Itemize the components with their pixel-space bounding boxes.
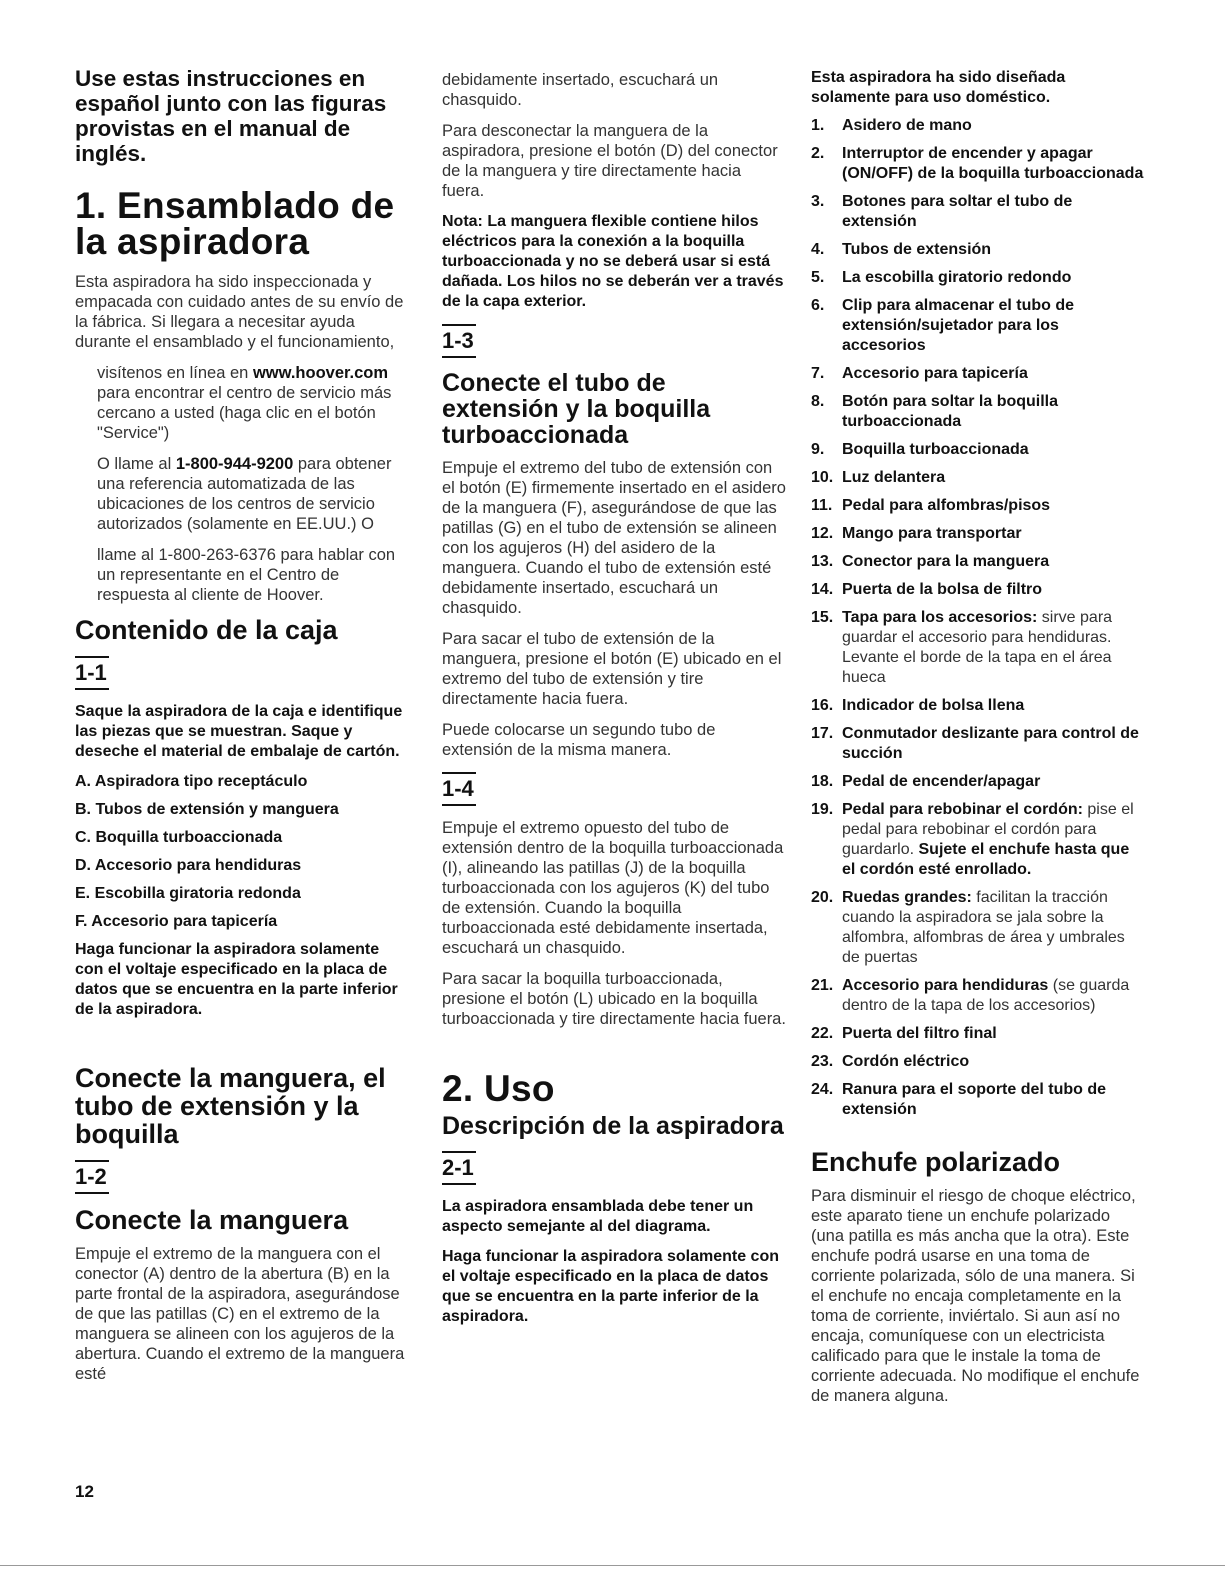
list-item: 8. Botón para soltar la boquilla turboaccionada bbox=[811, 393, 1059, 430]
components-list bbox=[811, 116, 1146, 1120]
domestic-use-text: Esta aspiradora ha sido diseñada solamente para uso doméstico. bbox=[811, 69, 1066, 106]
column-2 bbox=[442, 70, 787, 1337]
list-item: F. Accesorio para tapicería bbox=[75, 913, 278, 930]
heading-connect-all: Conecte la manguera, el tubo de extensión y la boquilla bbox=[75, 1063, 386, 1149]
list-item: 14. Puerta de la bolsa de filtro bbox=[811, 581, 1043, 598]
list-item: 16. Indicador de bolsa llena bbox=[811, 697, 1025, 714]
list-item: 15. Tapa para los accesorios: sirve para guardar el accesorio para hendiduras. Levante el borde de la tapa en el área hueca bbox=[811, 609, 1113, 686]
step-number: 1-2 bbox=[75, 1164, 107, 1189]
phone-number: 1-800-944-9200 bbox=[175, 455, 294, 473]
step-marker-1-4 bbox=[442, 772, 787, 806]
step-number: 1-3 bbox=[442, 328, 474, 353]
heading-description: Descripción de la aspiradora bbox=[442, 1112, 784, 1140]
column-3 bbox=[811, 68, 1146, 1417]
list-item: 18. Pedal de encender/apagar bbox=[811, 773, 1041, 790]
list-item: 17. Conmutador deslizante para control de succión bbox=[811, 725, 1139, 762]
list-item: 5. La escobilla giratorio redondo bbox=[811, 269, 1072, 286]
assembled-text: La aspiradora ensamblada debe tener un aspecto semejante al del diagrama. bbox=[442, 1198, 754, 1235]
website-link[interactable]: www.hoover.com bbox=[252, 364, 389, 382]
list-item: 3. Botones para soltar el tubo de extensión bbox=[811, 193, 1073, 230]
step-number: 2-1 bbox=[442, 1155, 474, 1180]
list-item: 2. Interruptor de encender y apagar (ON/OFF) de la boquilla turboaccionada bbox=[811, 145, 1144, 182]
call-pre: O llame al bbox=[97, 455, 176, 473]
heading-connect-hose: Conecte la manguera bbox=[75, 1205, 349, 1235]
page-bottom-edge bbox=[0, 1565, 1225, 1566]
visit-post: para encontrar el centro de servicio más cercano a usted (haga clic en el botón "Service") bbox=[97, 384, 392, 442]
list-item: 7. Accesorio para tapicería bbox=[811, 365, 1028, 382]
visit-pre: visítenos en línea en bbox=[97, 364, 253, 382]
list-item: 6. Clip para almacenar el tubo de extensión/sujetador para los accesorios bbox=[811, 297, 1075, 354]
section-title-assembly: 1. Ensamblado de la aspiradora bbox=[75, 185, 395, 262]
step-marker-2-1 bbox=[442, 1151, 787, 1185]
parts-list bbox=[75, 772, 410, 932]
hose-instructions: Empuje el extremo de la manguera con el conector (A) dentro de la abertura (B) en la parte frontal de la aspiradora, asegurándose de que las patillas (C) en el extremo de la manguera se alineen con los agujeros de la abertura. Cuando el extremo de la manguera esté bbox=[75, 1245, 405, 1383]
section-title-use: 2. Uso bbox=[442, 1068, 555, 1109]
list-item: 11. Pedal para alfombras/pisos bbox=[811, 497, 1051, 514]
nozzle-remove-text: Para sacar la boquilla turboaccionada, presione el botón (L) ubicado en la boquilla turboaccionada y tire directamente hacia fuera. bbox=[442, 970, 786, 1028]
heading-connect-wand: Conecte el tubo de extensión y la boquilla turboaccionada bbox=[442, 369, 711, 449]
list-item: 1. Asidero de mano bbox=[811, 117, 972, 134]
list-item: 4. Tubos de extensión bbox=[811, 241, 992, 258]
column-1 bbox=[75, 66, 410, 1395]
step-marker-1-1 bbox=[75, 656, 410, 690]
list-item: 9. Boquilla turboaccionada bbox=[811, 441, 1029, 458]
voltage-warning-2: Haga funcionar la aspiradora solamente con el voltaje especificado en la placa de datos que se encuentra en la parte inferior de la aspiradora. bbox=[442, 1248, 779, 1325]
list-item: 13. Conector para la manguera bbox=[811, 553, 1050, 570]
list-item: D. Accesorio para hendiduras bbox=[75, 857, 302, 874]
list-item: 21. Accesorio para hendiduras (se guarda dentro de la tapa de los accesorios) bbox=[811, 977, 1130, 1014]
list-item: 10. Luz delantera bbox=[811, 469, 946, 486]
heading-box-contents: Contenido de la caja bbox=[75, 615, 338, 645]
list-item: 20. Ruedas grandes: facilitan la tracción cuando la aspiradora se jala sobre la alfombra, alfombras de área y umbrales de puertas bbox=[811, 889, 1125, 966]
list-item: 19. Pedal para rebobinar el cordón: pise el pedal para rebobinar el cordón para guardarlo. Sujete el enchufe hasta que el cordón esté enrollado. bbox=[811, 801, 1134, 878]
list-item: 23. Cordón eléctrico bbox=[811, 1053, 970, 1070]
visit-paragraph bbox=[75, 363, 410, 443]
list-item: A. Aspiradora tipo receptáculo bbox=[75, 773, 308, 790]
nozzle-instructions: Empuje el extremo opuesto del tubo de extensión dentro de la boquilla turboaccionada (I), alineando las patillas (J) de la boquilla turboaccionada con los agujeros (K) del tubo de extensión. Cuando la boquilla turboaccionada esté debidamente insertada, escuchará un chasquido. bbox=[442, 819, 784, 957]
wand-instructions: Empuje el extremo del tubo de extensión con el botón (E) firmemente insertado en el asidero de la manguera (F), asegurándose de que las patillas (G) en el tubo de extensión se alineen con los agujeros (H) del asidero de la manguera. Cuando el tubo de extensión esté debidamente insertado, escuchará un chasquido. bbox=[442, 459, 786, 617]
plug-text: Para disminuir el riesgo de choque eléctrico, este aparato tiene un enchufe polarizado (una patilla es más ancha que la otra). Este enchufe podrá usarse en una toma de corriente polarizada, sólo de una manera. Si el enchufe no encaja completamente en la toma de corriente, inviértalo. Si aun así no encaja, comuníquese con un electricista calificado para que le instale la toma de corriente adecuada. No modifique el enchufe de manera alguna. bbox=[811, 1187, 1140, 1405]
call-paragraph bbox=[75, 454, 410, 534]
note-text: Nota: La manguera flexible contiene hilos eléctricos para la conexión a la boquilla turboaccionada y no se deberá usar si está dañada. Los hilos no se deberán ver a través de la capa exterior. bbox=[442, 213, 784, 310]
list-item: 12. Mango para transportar bbox=[811, 525, 1022, 542]
list-item: B. Tubos de extensión y manguera bbox=[75, 801, 339, 818]
call-post: para obtener una referencia automatizada de las ubicaciones de los centros de servicio autorizados (solamente en EE.UU.) O bbox=[97, 455, 392, 533]
list-item: E. Escobilla giratoria redonda bbox=[75, 885, 301, 902]
list-item: 22. Puerta del filtro final bbox=[811, 1025, 997, 1042]
voltage-warning: Haga funcionar la aspiradora solamente con el voltaje especificado en la placa de datos que se encuentra en la parte inferior de la aspiradora. bbox=[75, 941, 398, 1018]
step-number: 1-1 bbox=[75, 660, 107, 685]
step-marker-1-3 bbox=[442, 324, 787, 358]
wand-remove-text: Para sacar el tubo de extensión de la manguera, presione el botón (E) ubicado en el extremo del tubo de extensión y tire directamente hacia fuera. bbox=[442, 630, 782, 708]
step-number: 1-4 bbox=[442, 776, 474, 801]
unpack-text: Saque la aspiradora de la caja e identifique las piezas que se muestran. Saque y deseche el material de embalaje de cartón. bbox=[75, 703, 403, 760]
wand-second-text: Puede colocarse un segundo tubo de extensión de la misma manera. bbox=[442, 721, 716, 759]
heading-polarized-plug: Enchufe polarizado bbox=[811, 1147, 1061, 1177]
list-item: C. Boquilla turboaccionada bbox=[75, 829, 283, 846]
hose-instructions-cont: debidamente insertado, escuchará un chasquido. bbox=[442, 71, 719, 109]
disconnect-text: Para desconectar la manguera de la aspiradora, presione el botón (D) del conector de la manguera y tire directamente hacia fuera. bbox=[442, 122, 778, 200]
list-item: 24. Ranura para el soporte del tubo de extensión bbox=[811, 1081, 1107, 1118]
step-marker-1-2 bbox=[75, 1160, 410, 1194]
intro-heading: Use estas instrucciones en español junto con las figuras provistas en el manual de inglés. bbox=[75, 66, 387, 166]
page-number: 12 bbox=[75, 1482, 94, 1501]
assembly-intro: Esta aspiradora ha sido inspeccionada y empacada con cuidado antes de su envío de la fábrica. Si llegara a necesitar ayuda durante el ensamblado y el funcionamiento, bbox=[75, 273, 404, 351]
call-paragraph-2: llame al 1-800-263-6376 para hablar con un representante en el Centro de respuesta al cliente de Hoover. bbox=[97, 546, 396, 604]
